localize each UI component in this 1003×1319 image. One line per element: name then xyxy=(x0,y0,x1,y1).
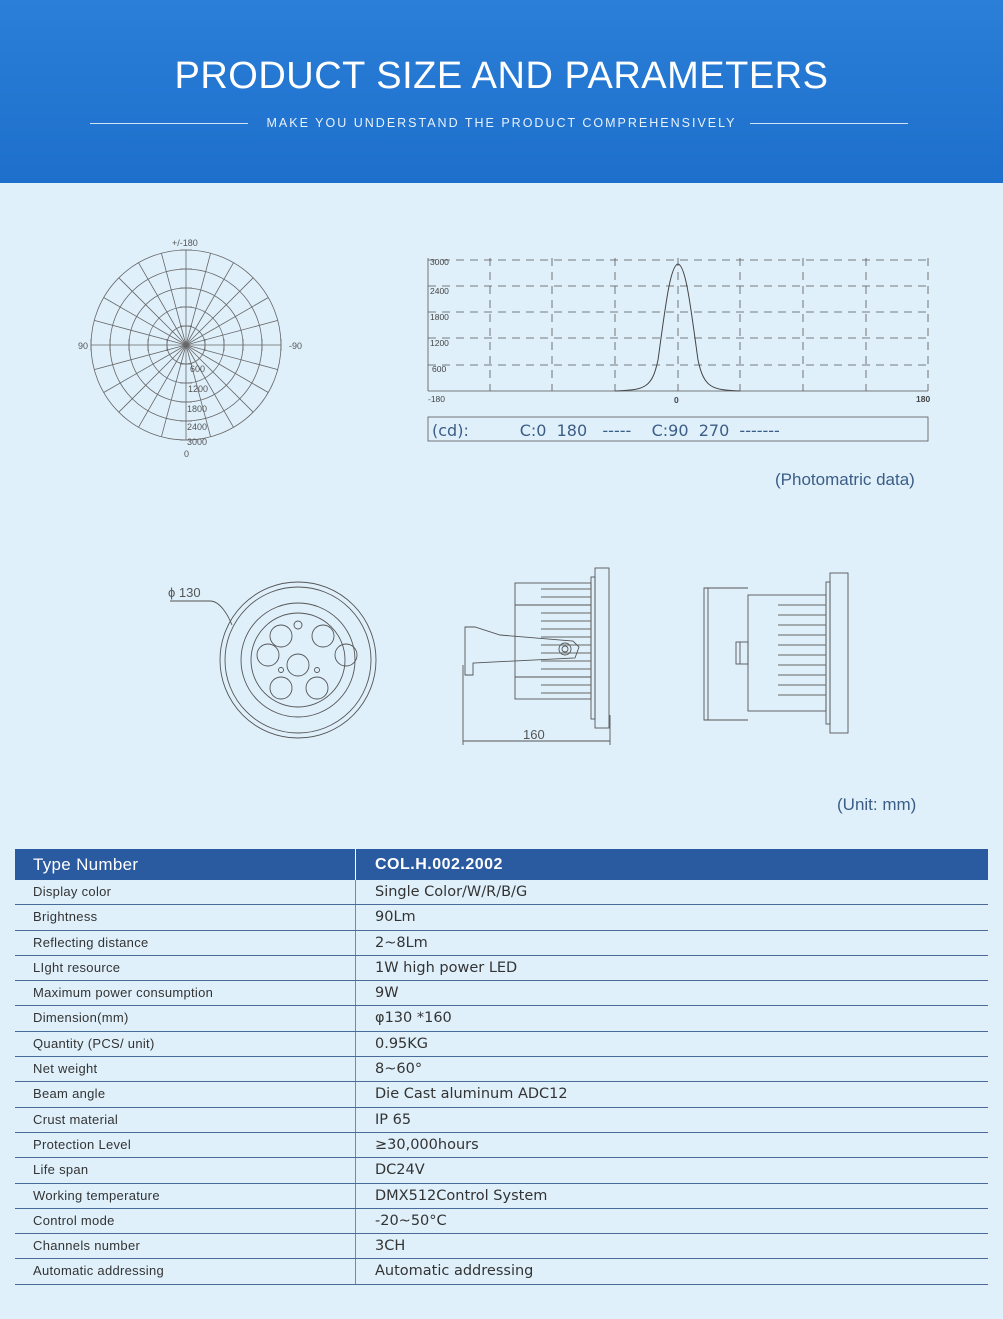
column-divider xyxy=(355,1234,356,1258)
side-view-drawing xyxy=(455,565,620,750)
spec-value: 2~8Lm xyxy=(375,934,428,951)
spec-label: Channels number xyxy=(33,1238,141,1254)
column-divider xyxy=(355,956,356,980)
polar-label-right: -90 xyxy=(289,341,303,351)
table-row xyxy=(15,1006,988,1031)
page-title: PRODUCT SIZE AND PARAMETERS xyxy=(174,55,829,97)
header-banner xyxy=(0,0,1003,183)
table-row xyxy=(15,1057,988,1082)
spec-label: Net weight xyxy=(33,1061,98,1077)
page-subtitle: MAKE YOU UNDERSTAND THE PRODUCT COMPREHENSIVELY xyxy=(266,116,737,130)
column-divider xyxy=(355,1082,356,1106)
candela-curve-line xyxy=(615,264,740,391)
spec-value: Automatic addressing xyxy=(375,1263,534,1280)
spec-value: ≥30,000hours xyxy=(375,1136,479,1153)
column-divider xyxy=(355,1209,356,1233)
column-divider xyxy=(355,1259,356,1283)
unit-caption: (Unit: mm) xyxy=(837,795,917,814)
curve-x-left: -180 xyxy=(428,394,446,404)
spec-label: Life span xyxy=(33,1162,89,1178)
table-row xyxy=(15,1082,988,1107)
column-divider xyxy=(355,1057,356,1081)
table-row xyxy=(15,981,988,1006)
curve-tick-3000: 3000 xyxy=(430,257,449,267)
candela-curve-chart xyxy=(420,250,940,450)
table-row xyxy=(15,1158,988,1183)
spec-value: DC24V xyxy=(375,1162,425,1179)
polar-ring-1200: 1200 xyxy=(188,384,209,394)
spec-value: 0.95KG xyxy=(375,1035,429,1052)
polar-label-left: 90 xyxy=(78,341,89,351)
spec-value: φ130 *160 xyxy=(375,1010,452,1027)
column-divider xyxy=(355,981,356,1005)
spec-value: IP 65 xyxy=(375,1111,412,1128)
curve-tick-1800: 1800 xyxy=(430,312,449,322)
polar-ring-600: 600 xyxy=(190,364,206,374)
spec-value: 9W xyxy=(375,985,399,1002)
length-label: 160 xyxy=(523,727,545,742)
curve-tick-1200: 1200 xyxy=(430,338,449,348)
column-divider xyxy=(355,1006,356,1030)
subtitle-rule-right xyxy=(750,123,908,124)
column-divider xyxy=(355,931,356,955)
spec-label: LIght resource xyxy=(33,959,121,975)
table-row xyxy=(15,905,988,930)
table-row xyxy=(15,1108,988,1133)
spec-label: Maximum power consumption xyxy=(33,985,214,1001)
spec-value: 3CH xyxy=(375,1238,406,1255)
polar-label-top: +/-180 xyxy=(172,238,198,248)
spec-value: -20~50°C xyxy=(375,1212,447,1229)
spec-value: 8~60° xyxy=(375,1061,423,1078)
candela-legend-text: (cd): C:0 180 ----- C:90 270 ------- xyxy=(432,421,780,440)
curve-x-right: 180 xyxy=(916,394,931,404)
table-row xyxy=(15,1184,988,1209)
spec-value: DMX512Control System xyxy=(375,1187,548,1204)
column-divider xyxy=(355,880,356,904)
spec-label: Working temperature xyxy=(33,1187,160,1203)
table-row xyxy=(15,1259,988,1284)
spec-label: Control mode xyxy=(33,1212,115,1228)
spec-label: Reflecting distance xyxy=(33,934,149,950)
table-row xyxy=(15,931,988,956)
curve-x-mid: 0 xyxy=(674,395,679,405)
polar-diagram xyxy=(70,230,310,465)
curve-tick-600: 600 xyxy=(432,364,447,374)
spec-label: Automatic addressing xyxy=(33,1263,165,1279)
spec-value: Single Color/W/R/B/G xyxy=(375,884,528,900)
table-row xyxy=(15,1234,988,1259)
spec-label: Display color xyxy=(33,884,112,899)
polar-label-bottom: 0 xyxy=(184,449,190,459)
spec-table xyxy=(15,849,988,1285)
column-divider xyxy=(355,849,356,880)
column-divider xyxy=(355,1032,356,1056)
table-row xyxy=(15,1209,988,1234)
column-divider xyxy=(355,905,356,929)
column-divider xyxy=(355,1158,356,1182)
spec-label: Beam angle xyxy=(33,1086,106,1102)
spec-value: 1W high power LED xyxy=(375,959,518,976)
column-divider xyxy=(355,1184,356,1208)
column-divider xyxy=(355,1108,356,1132)
type-number-label: Type Number xyxy=(33,855,139,874)
table-row xyxy=(15,1133,988,1158)
top-view-drawing xyxy=(700,570,860,740)
front-view-drawing xyxy=(160,575,400,765)
table-row xyxy=(15,956,988,981)
spec-label: Crust material xyxy=(33,1111,119,1127)
polar-ring-3000: 3000 xyxy=(187,437,208,447)
spec-value: 90Lm xyxy=(375,909,416,926)
column-divider xyxy=(355,1133,356,1157)
spec-label: Dimension(mm) xyxy=(33,1010,129,1026)
type-number-value: COL.H.002.2002 xyxy=(375,856,503,873)
spec-table-header xyxy=(15,849,988,880)
polar-ring-2400: 2400 xyxy=(187,422,208,432)
table-row xyxy=(15,880,988,905)
curve-tick-2400: 2400 xyxy=(430,286,449,296)
spec-label: Protection Level xyxy=(33,1136,132,1152)
spec-label: Quantity (PCS/ unit) xyxy=(33,1035,155,1051)
spec-value: Die Cast aluminum ADC12 xyxy=(375,1086,568,1103)
diameter-label: ϕ 130 xyxy=(168,585,201,600)
photometric-caption: (Photomatric data) xyxy=(775,470,915,489)
table-row xyxy=(15,1032,988,1057)
polar-ring-1800: 1800 xyxy=(187,404,208,414)
spec-label: Brightness xyxy=(33,909,98,925)
